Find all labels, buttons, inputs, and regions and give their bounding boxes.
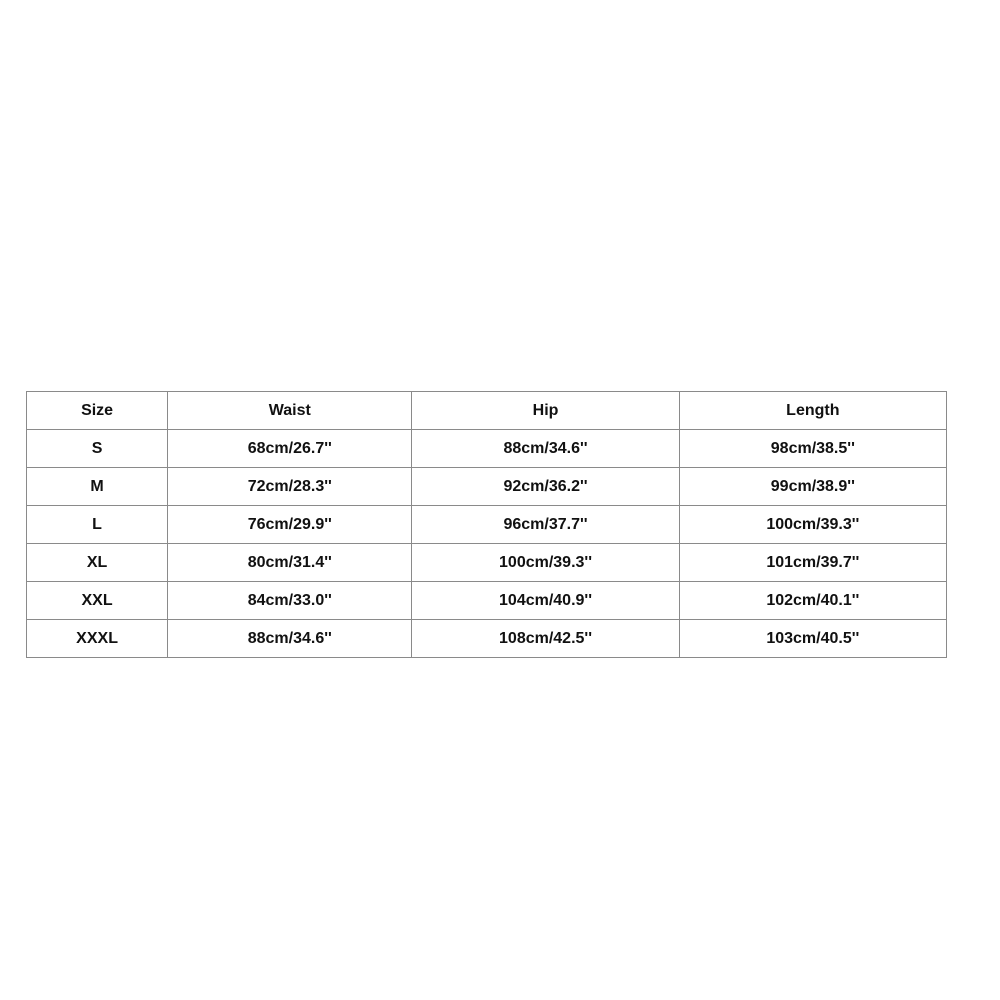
header-waist: Waist	[168, 392, 412, 430]
cell-length: 99cm/38.9''	[679, 468, 946, 506]
cell-waist: 76cm/29.9''	[168, 506, 412, 544]
cell-length: 100cm/39.3''	[679, 506, 946, 544]
cell-size: M	[27, 468, 168, 506]
cell-size: XL	[27, 544, 168, 582]
cell-waist: 84cm/33.0''	[168, 582, 412, 620]
cell-size: XXXL	[27, 620, 168, 658]
cell-size: S	[27, 430, 168, 468]
table-header-row	[27, 392, 947, 430]
table-row	[27, 506, 947, 544]
table-row	[27, 582, 947, 620]
cell-hip: 104cm/40.9''	[412, 582, 679, 620]
cell-hip: 100cm/39.3''	[412, 544, 679, 582]
cell-size: XXL	[27, 582, 168, 620]
table-row	[27, 468, 947, 506]
cell-waist: 72cm/28.3''	[168, 468, 412, 506]
table-row	[27, 430, 947, 468]
cell-length: 101cm/39.7''	[679, 544, 946, 582]
cell-hip: 92cm/36.2''	[412, 468, 679, 506]
cell-waist: 80cm/31.4''	[168, 544, 412, 582]
cell-hip: 108cm/42.5''	[412, 620, 679, 658]
header-length: Length	[679, 392, 946, 430]
size-chart-table	[26, 391, 947, 658]
cell-length: 98cm/38.5''	[679, 430, 946, 468]
table-row	[27, 620, 947, 658]
cell-waist: 68cm/26.7''	[168, 430, 412, 468]
table-row	[27, 544, 947, 582]
header-size: Size	[27, 392, 168, 430]
cell-hip: 88cm/34.6''	[412, 430, 679, 468]
cell-waist: 88cm/34.6''	[168, 620, 412, 658]
cell-hip: 96cm/37.7''	[412, 506, 679, 544]
cell-length: 102cm/40.1''	[679, 582, 946, 620]
header-hip: Hip	[412, 392, 679, 430]
cell-size: L	[27, 506, 168, 544]
cell-length: 103cm/40.5''	[679, 620, 946, 658]
